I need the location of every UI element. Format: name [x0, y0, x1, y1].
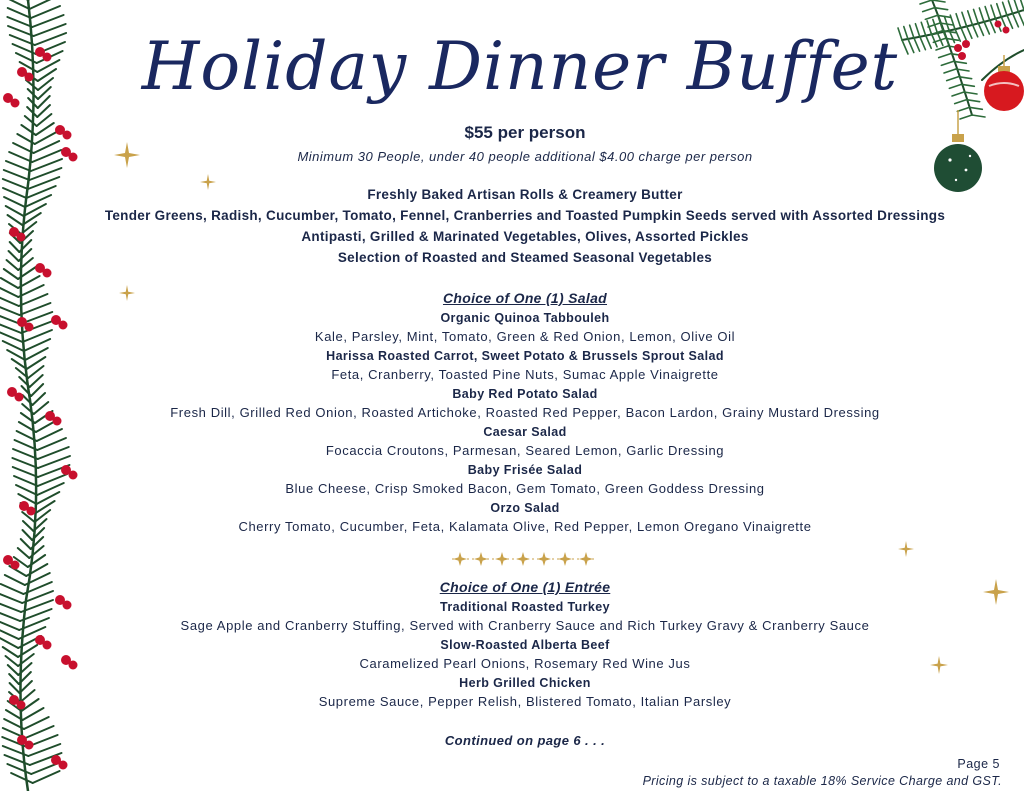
price-per-person: $55 per person	[464, 123, 586, 142]
pricing-footer-note: Pricing is subject to a taxable 18% Service Charge and GST.	[642, 774, 1002, 788]
standard-item: Freshly Baked Artisan Rolls & Creamery Butter	[367, 187, 683, 202]
salad-item-name: Baby Frisée Salad	[467, 463, 583, 477]
salad-item-name: Orzo Salad	[490, 501, 560, 515]
entree-section-heading: Choice of One (1) Entrée	[439, 579, 611, 595]
entree-item-description: Sage Apple and Cranberry Stuffing, Served with Cranberry Sauce and Rich Turkey Gravy & Cranberry Sauce	[180, 618, 870, 633]
page-title: Holiday Dinner Buffet	[141, 28, 899, 105]
entree-item-description: Caramelized Pearl Onions, Rosemary Red Wine Jus	[359, 656, 691, 671]
minimum-guests-note: Minimum 30 People, under 40 people additional $4.00 charge per person	[297, 149, 753, 164]
salad-item-description: Focaccia Croutons, Parmesan, Seared Lemon, Garlic Dressing	[325, 443, 725, 458]
salad-item-name: Organic Quinoa Tabbouleh	[440, 311, 610, 325]
continued-note: Continued on page 6 . . .	[444, 733, 606, 748]
page-number: Page 5	[957, 757, 1000, 771]
salad-item-description: Feta, Cranberry, Toasted Pine Nuts, Sumac Apple Vinaigrette	[331, 367, 719, 382]
entree-item-name: Slow-Roasted Alberta Beef	[440, 638, 610, 652]
sparkle-icon	[898, 541, 914, 557]
star-divider	[450, 549, 598, 569]
standard-item: Antipasti, Grilled & Marinated Vegetables, Olives, Assorted Pickles	[301, 229, 749, 244]
salad-section-heading: Choice of One (1) Salad	[442, 290, 608, 306]
salad-item-name: Harissa Roasted Carrot, Sweet Potato & Brussels Sprout Salad	[326, 349, 724, 363]
entree-item-name: Traditional Roasted Turkey	[440, 600, 610, 614]
salad-item-description: Cherry Tomato, Cucumber, Feta, Kalamata Olive, Red Pepper, Lemon Oregano Vinaigrette	[238, 519, 812, 534]
entree-item-description: Supreme Sauce, Pepper Relish, Blistered Tomato, Italian Parsley	[318, 694, 732, 709]
entree-item-name: Herb Grilled Chicken	[459, 676, 591, 690]
salad-item-description: Fresh Dill, Grilled Red Onion, Roasted Artichoke, Roasted Red Pepper, Bacon Lardon, Grainy Mustard Dressing	[170, 405, 880, 420]
salad-item-description: Kale, Parsley, Mint, Tomato, Green & Red Onion, Lemon, Olive Oil	[314, 329, 736, 344]
salad-item-name: Baby Red Potato Salad	[452, 387, 598, 401]
salad-item-name: Caesar Salad	[483, 425, 567, 439]
standard-item: Selection of Roasted and Steamed Seasonal Vegetables	[337, 250, 713, 265]
salad-item-description: Blue Cheese, Crisp Smoked Bacon, Gem Tomato, Green Goddess Dressing	[285, 481, 765, 496]
standard-item: Tender Greens, Radish, Cucumber, Tomato, Fennel, Cranberries and Toasted Pumpkin Seeds served with Assorted Dressings	[104, 208, 946, 223]
